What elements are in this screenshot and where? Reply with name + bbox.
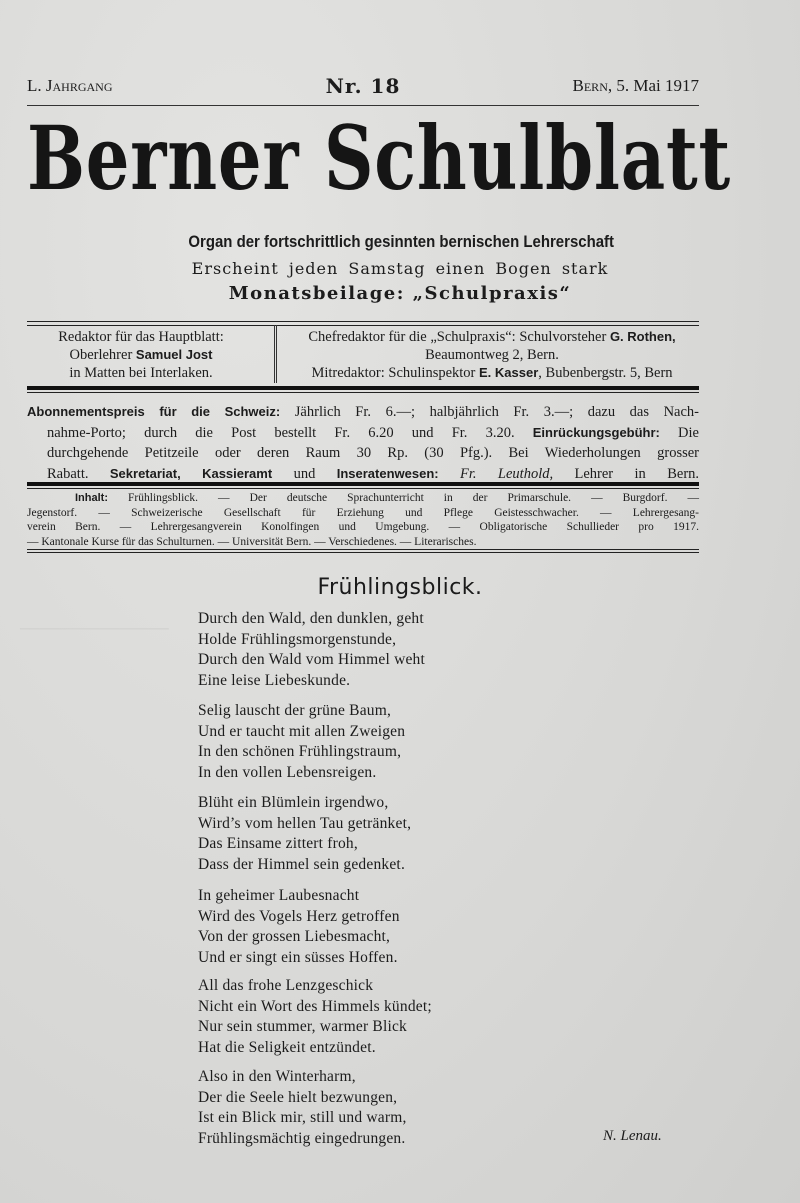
co-editor-address: , Bubenbergstr. 5, Bern <box>538 365 673 381</box>
stanza <box>198 886 400 968</box>
insertion-fee-label: Einrückungsgebühr: <box>532 424 660 440</box>
co-editor-line <box>285 364 699 382</box>
verse: Nur sein stummer, warmer Blick <box>198 1018 407 1035</box>
subscription-line-1 <box>27 402 699 423</box>
verse: Dass der Himmel sein gedenket. <box>198 855 406 873</box>
verse: Also in den Winterharm, <box>198 1068 356 1085</box>
praxis-chief-line <box>285 328 699 346</box>
verse: Das Einsame zittert froh, <box>198 835 358 852</box>
verse: Und er singt ein süsses Hoffen. <box>198 948 398 966</box>
date: 5. Mai 1917 <box>616 76 699 95</box>
stanza <box>198 1067 407 1149</box>
contents-line: Jegenstorf. — Schweizerische Gesellschaft für Erziehung und Pflege Geistesschwacher. — Lehrergesang- <box>27 506 699 519</box>
subtitle-organ: Organ der fortschrittlich gesinnten bernischen Lehrerschaft <box>188 232 615 251</box>
subscription-line-2 <box>27 423 699 444</box>
verse: In den vollen Lebensreigen. <box>198 763 377 781</box>
conjunction: und <box>272 465 337 482</box>
stanza <box>198 701 405 783</box>
verse: All das frohe Lenzgeschick <box>198 977 374 994</box>
contents-line: — Kantonale Kurse für das Schulturnen. — Universität Bern. — Verschiedenes. — Literarisches. <box>27 535 477 548</box>
column-divider <box>274 325 277 383</box>
verse: Eine leise Liebeskunde. <box>198 671 351 689</box>
verse: Durch den Wald, den dunklen, geht <box>198 610 424 627</box>
table-of-contents <box>27 491 699 549</box>
main-editor-title: Redaktor für das Hauptblatt: <box>58 329 224 345</box>
discount-text: Rabatt. <box>47 465 110 482</box>
postage-text: nahme-Porto; durch die Post bestellt Fr. 6.20 und Fr. 3.20. <box>47 424 533 441</box>
verse: In den schönen Frühlingstraum, <box>198 743 402 760</box>
masthead-line <box>27 76 699 100</box>
verse: Selig lauscht der grüne Baum, <box>198 702 392 719</box>
verse: Und er taucht mit allen Zweigen <box>198 722 406 740</box>
subscription-label: Abonnementspreis für die Schweiz: <box>27 404 281 419</box>
stanza <box>198 609 425 691</box>
contents-bottom-rule <box>27 549 699 553</box>
contents-line <box>27 491 699 506</box>
praxis-editors <box>285 328 699 382</box>
stanza <box>198 793 411 875</box>
editors-block <box>27 328 699 384</box>
main-editor-address: in Matten bei Interlaken. <box>69 365 213 381</box>
volume-label: L. Jahrgang <box>27 76 113 95</box>
place: Bern <box>572 76 608 95</box>
verse: Von der grossen Liebesmacht, <box>198 928 391 945</box>
editors-bottom-rule <box>27 386 699 393</box>
verse: Hat die Seligkeit entzündet. <box>198 1038 376 1056</box>
show-through-text: ─────────────── <box>20 622 169 637</box>
main-editor-name: Samuel Jost <box>135 347 213 362</box>
subscription-block <box>27 402 699 484</box>
main-editor-role: Oberlehrer <box>69 347 136 363</box>
poem-title: Frühlingsblick. <box>317 575 483 600</box>
advertising-label: Inseratenwesen: <box>336 465 439 481</box>
verse: In geheimer Laubesnacht <box>198 887 360 904</box>
newspaper-title: Berner Schulblatt <box>27 106 731 210</box>
verse: Wird’s vom hellen Tau getränket, <box>198 814 412 832</box>
subtitle-schedule: Erscheint jeden Samstag einen Bogen stark <box>191 259 609 278</box>
co-editor-role: Schulinspektor <box>384 365 480 381</box>
subscription-line-3: durchgehende Petitzeile oder deren Raum 30 Rp. (30 Pfg.). Bei Wiederholungen grosser <box>47 445 699 461</box>
poem-author: N. Lenau. <box>603 1128 662 1144</box>
verse: Holde Frühlingsmorgenstunde, <box>198 630 397 648</box>
verse: Wird des Vogels Herz getroffen <box>198 907 400 925</box>
verse: Blüht ein Blümlein irgendwo, <box>198 794 389 811</box>
contents-line: verein Bern. — Lehrergesangverein Konolfingen und Umgebung. — Obligatorische Schullieder pro 1917. <box>27 521 699 533</box>
praxis-chief-name: G. Rothen, <box>609 329 676 344</box>
subtitle-supplement: Monatsbeilage: „Schulpraxis“ <box>228 283 572 304</box>
co-editor-name: E. Kasser <box>479 365 539 380</box>
verse: Durch den Wald vom Himmel weht <box>198 651 426 668</box>
praxis-chief-role: Chefredaktor für die „Schulpraxis“: Schulvorsteher <box>308 329 610 345</box>
insertion-fee-start: Die <box>659 424 699 441</box>
advertising-contact: Fr. Leuthold, <box>438 465 554 482</box>
subscription-line-4 <box>27 464 699 485</box>
verse: Nicht ein Wort des Himmels kündet; <box>198 997 432 1015</box>
secretariat-label: Sekretariat, Kassieramt <box>109 465 273 481</box>
place-date: Bern, 5. Mai 1917 <box>572 76 699 95</box>
issue-number: Nr. 18 <box>325 74 401 98</box>
verse: Der die Seele hielt bezwungen, <box>198 1088 398 1106</box>
contents-text: Frühlingsblick. — Der deutsche Sprachunterricht in der Primarschule. — Burgdorf. — <box>108 492 699 504</box>
co-editor-label: Mitredaktor: <box>311 365 385 381</box>
stanza <box>198 976 432 1058</box>
verse: Ist ein Blick mir, still und warm, <box>198 1109 407 1126</box>
main-editor-name-line <box>27 346 255 364</box>
advertising-contact-role: Lehrer in Bern. <box>553 465 700 482</box>
subscription-price: Jährlich Fr. 6.—; halbjährlich Fr. 3.—; dazu das Nach- <box>280 404 699 420</box>
contents-top-rule <box>27 482 699 489</box>
editors-top-rule <box>27 321 699 326</box>
contents-label: Inhalt: <box>75 492 108 504</box>
praxis-chief-address: Beaumontweg 2, Bern. <box>425 347 559 363</box>
verse: Frühlingsmächtig eingedrungen. <box>198 1129 406 1147</box>
main-editor <box>27 328 255 382</box>
